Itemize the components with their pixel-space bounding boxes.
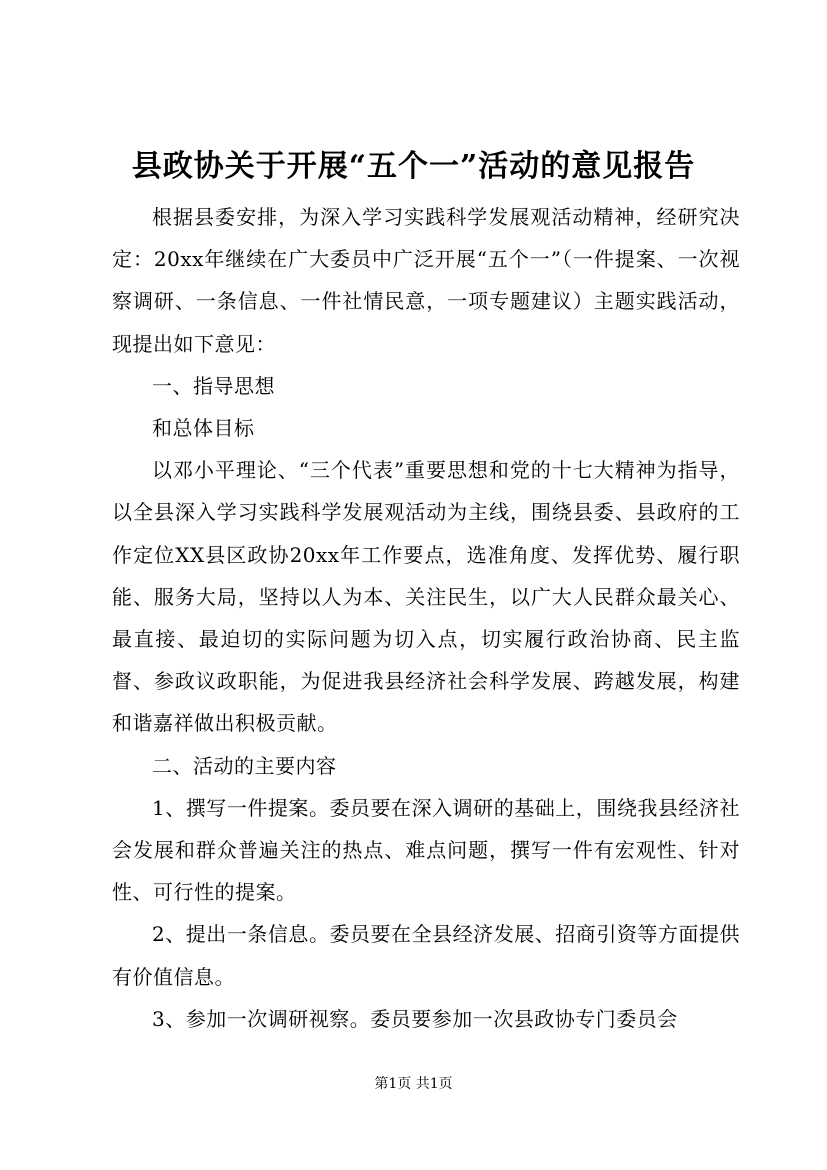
page-footer: 第1页 共1页 (374, 1076, 453, 1092)
paragraph-item-2-information: 2、提出一条信息。委员要在全县经济发展、招商引资等方面提供有价值信息。 (112, 922, 740, 989)
section-heading-guiding-thought: 一、指导思想 (152, 373, 275, 398)
paragraph-item-1-proposal: 1、撰写一件提案。委员要在深入调研的基础上，围绕我县经济社会发展和群众普遍关注的热点、难点问题，撰写一件有宏观性、针对性、可行性的提案。 (112, 795, 740, 905)
paragraph-item-3-inspection: 3、参加一次调研视察。委员要参加一次县政协专门委员会 (152, 1006, 678, 1031)
document-body (112, 196, 740, 1040)
section-heading-main-content: 二、活动的主要内容 (152, 753, 337, 778)
paragraph-intro: 根据县委安排，为深入学习实践科学发展观活动精神，经研究决定：20xx年继续在广大委员中广泛开展“五个一”（一件提案、一次视察调研、一条信息、一件社情民意，一项专题建议）主题实践活动，现提出如下意见： (112, 205, 740, 356)
section-heading-overall-goal: 和总体目标 (152, 416, 255, 441)
document-title: 县政协关于开展“五个一”活动的意见报告 (131, 149, 696, 184)
paragraph-guiding-principles: 以邓小平理论、“三个代表”重要思想和党的十七大精神为指导，以全县深入学习实践科学发展观活动为主线，围绕县委、县政府的工作定位XX县区政协20xx年工作要点，选准角度、发挥优势、履行职能、服务大局，坚持以人为本、关注民生，以广大人民群众最关心、最直接、最迫切的实际问题为切入点，切实履行政治协商、民主监督、参政议政职能，为促进我县经济社会科学发展、跨越发展，构建和谐嘉祥做出积极贡献。 (112, 458, 740, 736)
